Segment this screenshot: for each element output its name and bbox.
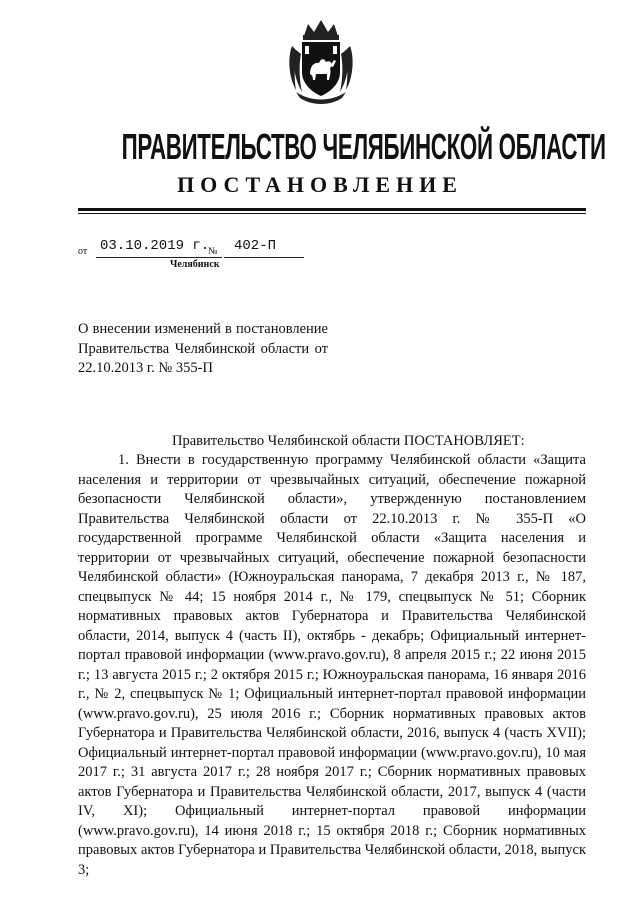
header-rule bbox=[78, 208, 586, 211]
city-label: Челябинск bbox=[170, 259, 220, 270]
date-label: от bbox=[78, 246, 88, 257]
government-title: ПРАВИТЕЛЬСТВО ЧЕЛЯБИНСКОЙ ОБЛАСТИ bbox=[121, 126, 606, 167]
document-type: ПОСТАНОВЛЕНИЕ bbox=[177, 172, 463, 197]
chelyabinsk-coat-of-arms-icon bbox=[286, 16, 356, 108]
number-value: 402-П bbox=[234, 238, 277, 254]
number-underline bbox=[224, 257, 304, 258]
document-subject: О внесении изменений в постановление Правительства Челябинской области от 22.10.2013 г. № 355-П bbox=[78, 321, 328, 376]
number-label: № bbox=[208, 246, 218, 257]
date-underline bbox=[96, 257, 222, 258]
preamble: Правительство Челябинской области ПОСТАНОВЛЯЕТ: bbox=[172, 433, 525, 449]
header-rule-thin bbox=[78, 213, 586, 214]
body-paragraph: 1. Внести в государственную программу Челябинской области «Защита населения и территории от чрезвычайных ситуаций, обеспечение пожарной безопасности Челябинской области», утвержденную постановлением Правительства Челябинской области от 22.10.2013 г. № 355-П «О государственной программе Челябинской области «Защита населения и территории от чрезвычайных ситуаций, обеспечение пожарной безопасности Челябинской области» (Южноуральская панорама, 7 декабря 2013 г., № 187, спецвыпуск № 44; 15 ноября 2014 г., № 179, спецвыпуск № 51; Сборник нормативных правовых актов Губернатора и Правительства Челябинской области, 2014, выпуск 4 (часть II), октябрь - декабрь; Официальный интернет-портал правовой информации (www.pravo.gov.ru), 8 апреля 2015 г.; 22 июня 2015 г.; 13 августа 2015 г.; 2 октября 2015 г.; Южноуральская панорама, 16 января 2016 г., № 2, спецвыпуск № 1; Официальный интернет-портал правовой информации (www.pravo.gov.ru), 25 июля 2016 г.; Сборник нормативных правовых актов Губернатора и Правительства Челябинской области, 2016, выпуск 4 (часть XVII); Официальный интернет-портал правовой информации (www.pravo.gov.ru), 10 мая 2017 г.; 31 августа 2017 г.; 28 ноября 2017 г.; Сборник нормативных правовых актов Губернатора и Правительства Челябинской области, 2017, выпуск 4 (части IV, XI); Официальный интернет-портал правовой информации (www.pravo.gov.ru), 14 июня 2018 г.; 15 октября 2018 г.; Сборник нормативных правовых актов Губернатора и Правительства Челябинской области, 2018, выпуск 3; bbox=[78, 452, 586, 878]
date-value: 03.10.2019 г. bbox=[100, 238, 210, 254]
